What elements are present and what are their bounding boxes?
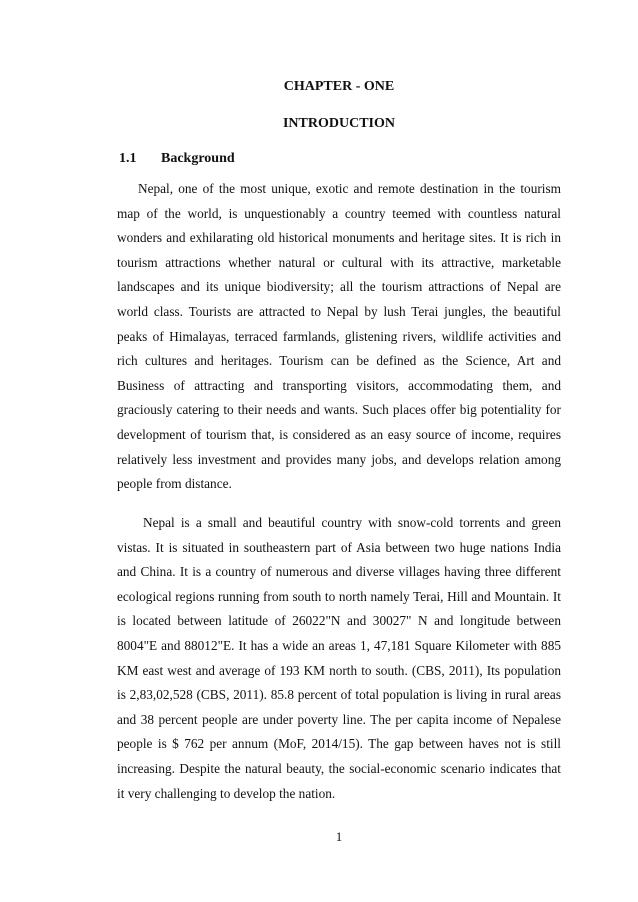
- main-title: INTRODUCTION: [282, 116, 395, 131]
- section-title: Background: [161, 151, 235, 166]
- section-heading: [119, 149, 235, 169]
- page-number: 1: [335, 829, 343, 844]
- section-number: 1.1: [119, 151, 137, 166]
- body-paragraph-1: Nepal, one of the most unique, exotic and remote destination in the tourism map of the world, is unquestionably a country teemed with countless natural wonders and exhilarating old historical monuments and heritage sites. It is rich in tourism attractions whether natural or cultural with its attractive, marketable landscapes and its unique biodiversity; all the tourism attractions of Nepal are world class. Tourists are attracted to Nepal by lush Terai jungles, the beautiful peaks of Himalayas, terraced farmlands, glistening rivers, wildlife activities and rich cultures and heritages. Tourism can be defined as the Science, Art and Business of attracting and transporting visitors, accommodating them, and graciously catering to their needs and wants. Such places offer big potentiality for development of tourism that, is considered as an easy source of income, requires relatively less investment and provides many jobs, and develops relation among people from distance.: [117, 181, 561, 492]
- chapter-title: CHAPTER - ONE: [283, 79, 395, 94]
- body-paragraph-2: Nepal is a small and beautiful country with snow-cold torrents and green vistas. It is situated in southeastern part of Asia between two huge nations India and China. It is a country of numerous and diverse villages having three different ecological regions running from south to north namely Terai, Hill and Mountain. It is located between latitude of 26022"N and 30027" N and longitude between 8004"E and 88012"E. It has a wide an areas 1, 47,181 Square Kilometer with 885 KM east west and average of 193 KM north to south. (CBS, 2011), Its population is 2,83,02,528 (CBS, 2011). 85.8 percent of total population is living in rural areas and 38 percent people are under poverty line. The per capita income of Nepalese people is $ 762 per annum (MoF, 2014/15). The gap between haves not is still increasing. Despite the natural beauty, the social-economic scenario indicates that it very challenging to develop the nation.: [117, 515, 561, 801]
